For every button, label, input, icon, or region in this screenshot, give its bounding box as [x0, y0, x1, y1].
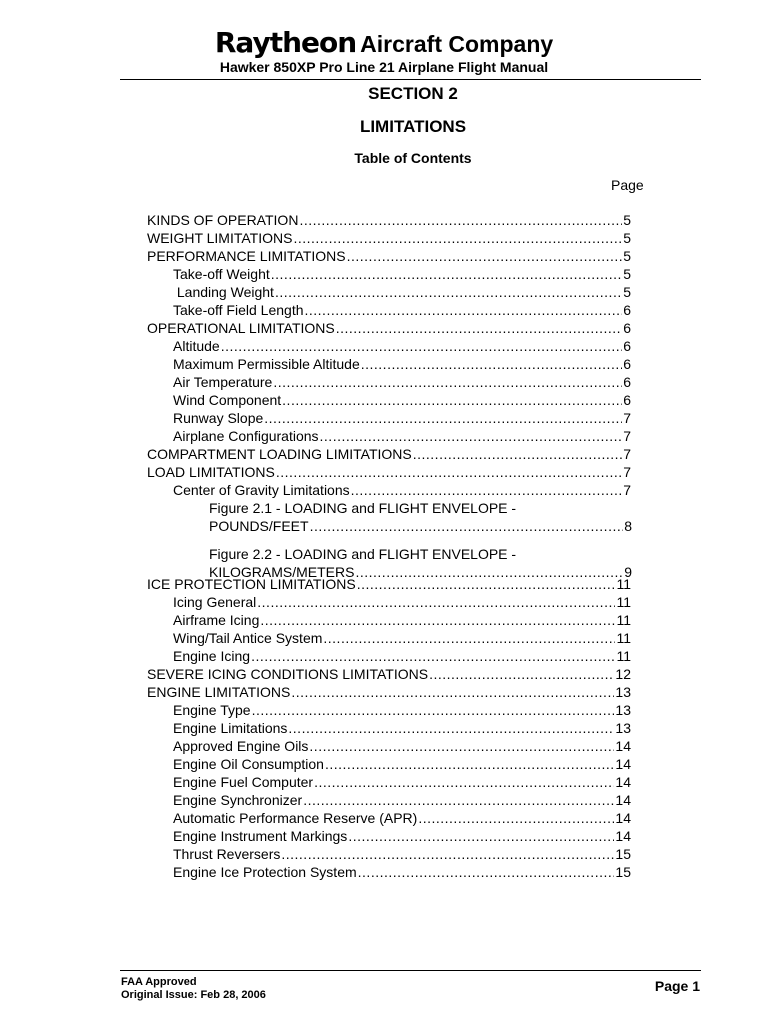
toc-leader-dots [320, 427, 623, 445]
toc-entry[interactable] [173, 755, 631, 773]
toc-entry-label: WEIGHT LIMITATIONS [147, 230, 293, 246]
toc-entry-page: 5 [623, 230, 631, 246]
raytheon-logo: Raytheon [214, 26, 357, 59]
toc-leader-dots [257, 593, 615, 611]
toc-leader-dots [282, 391, 622, 409]
toc-entry-page: 13 [615, 702, 631, 718]
toc-entry-page: 6 [623, 356, 631, 372]
manual-title: Hawker 850XP Pro Line 21 Airplane Flight Manual [219, 59, 549, 75]
toc-entry-page: 7 [623, 410, 631, 426]
toc-entry[interactable] [173, 737, 631, 755]
toc-entry[interactable] [173, 391, 631, 409]
toc-entry-page: 6 [623, 302, 631, 318]
toc-entry-page: 11 [616, 612, 631, 628]
toc-leader-dots [314, 773, 614, 791]
toc-entry[interactable] [173, 845, 631, 863]
footer-divider [120, 970, 701, 971]
toc-entry-label: SEVERE ICING CONDITIONS LIMITATIONS [147, 666, 429, 682]
toc-entry-label: POUNDS/FEET [209, 518, 309, 534]
toc-entry[interactable] [173, 283, 631, 301]
toc-entry-label-line1: Figure 2.1 - LOADING and FLIGHT ENVELOPE - [209, 500, 517, 516]
toc-entry-label-line1: Figure 2.2 - LOADING and FLIGHT ENVELOPE - [209, 546, 517, 562]
toc-entry-label: Engine Instrument Markings [173, 828, 348, 844]
toc-entry-page: 8 [624, 518, 632, 534]
toc-entry-label: Runway Slope [173, 410, 264, 426]
toc-entry[interactable] [147, 665, 631, 683]
toc-entry-label: PERFORMANCE LIMITATIONS [147, 248, 346, 264]
toc-entry-page: 13 [615, 684, 631, 700]
toc-leader-dots [281, 845, 614, 863]
toc-entry-page: 6 [623, 392, 631, 408]
toc-entry[interactable] [147, 319, 631, 337]
toc-entry[interactable] [147, 229, 631, 247]
toc-entry[interactable] [147, 463, 631, 481]
toc-entry[interactable] [173, 265, 631, 283]
toc-entry-label: Take-off Field Length [173, 302, 304, 318]
toc-entry-label: Airframe Icing [173, 612, 260, 628]
toc-leader-dots [299, 211, 622, 229]
page-column-heading: Page [611, 177, 644, 193]
toc-entry-page: 14 [615, 738, 631, 754]
toc-leader-dots [221, 337, 623, 355]
toc-entry-label: Wing/Tail Antice System [173, 630, 323, 646]
toc-entry[interactable] [173, 427, 631, 445]
toc-entry-page: 12 [615, 666, 631, 682]
toc-entry-label: ICE PROTECTION LIMITATIONS [147, 576, 356, 592]
page-number: Page 1 [654, 978, 700, 994]
toc-entry-label: Approved Engine Oils [173, 738, 309, 754]
toc-leader-dots [276, 463, 622, 481]
toc-entry-page: 9 [624, 564, 632, 580]
toc-leader-dots [357, 575, 616, 593]
toc-entry-label: Take-off Weight [173, 266, 270, 282]
toc-entry-label: ENGINE LIMITATIONS [147, 684, 291, 700]
toc-entry-page: 7 [623, 428, 631, 444]
toc-leader-dots [347, 247, 623, 265]
toc-entry-page: 14 [615, 756, 631, 772]
toc-entry-label: Engine Type [173, 702, 251, 718]
toc-entry[interactable] [173, 827, 631, 845]
toc-leader-dots [291, 683, 614, 701]
toc-entry-page: 5 [623, 266, 631, 282]
toc-entry-label: Thrust Reversers [173, 846, 281, 862]
toc-entry-label: OPERATIONAL LIMITATIONS [147, 320, 335, 336]
toc-entry[interactable] [173, 373, 631, 391]
toc-entry-page: 5 [623, 212, 631, 228]
toc-entry-page: 14 [615, 828, 631, 844]
toc-leader-dots [418, 809, 614, 827]
toc-title: Table of Contents [354, 150, 472, 166]
toc-leader-dots [323, 629, 615, 647]
toc-entry-page: 7 [623, 446, 631, 462]
toc-entry-page: 6 [623, 320, 631, 336]
toc-leader-dots [303, 791, 614, 809]
toc-entry-page: 5 [623, 248, 631, 264]
toc-entry-label: Center of Gravity Limitations [173, 482, 350, 498]
toc-entry-page: 13 [615, 720, 631, 736]
toc-entry-page: 15 [615, 864, 631, 880]
document-header [0, 26, 768, 59]
toc-entry[interactable] [173, 701, 631, 719]
toc-entry[interactable] [147, 445, 631, 463]
toc-entry-label: Engine Fuel Computer [173, 774, 314, 790]
toc-entry-page: 11 [616, 648, 631, 664]
toc-leader-dots [351, 481, 623, 499]
toc-entry-page: 11 [616, 630, 631, 646]
toc-entry-label: Engine Oil Consumption [173, 756, 324, 772]
toc-leader-dots [348, 827, 614, 845]
toc-leader-dots [325, 755, 614, 773]
toc-leader-dots [336, 319, 622, 337]
toc-entry-label: Engine Limitations [173, 720, 288, 736]
toc-leader-dots [293, 229, 622, 247]
toc-entry-label: Altitude [173, 338, 220, 354]
toc-entry[interactable] [173, 809, 631, 827]
toc-leader-dots [271, 265, 622, 283]
toc-entry[interactable] [173, 647, 631, 665]
toc-entry[interactable] [173, 791, 631, 809]
toc-entry-label: Airplane Configurations [173, 428, 319, 444]
toc-leader-dots [358, 863, 615, 881]
issue-date: Original Issue: Feb 28, 2006 [121, 989, 266, 1001]
toc-entry[interactable] [147, 211, 631, 229]
toc-entry-label: Automatic Performance Reserve (APR) [173, 810, 418, 826]
toc-entry[interactable] [209, 517, 632, 535]
toc-entry-page: 6 [623, 374, 631, 390]
toc-leader-dots [413, 445, 622, 463]
toc-entry[interactable] [173, 593, 631, 611]
toc-entry-page: 14 [615, 810, 631, 826]
toc-entry-page: 7 [623, 464, 631, 480]
toc-entry-page: 11 [616, 594, 631, 610]
toc-entry-label: Landing Weight [173, 284, 274, 300]
toc-entry-label: Air Temperature [173, 374, 273, 390]
toc-entry-label: Maximum Permissible Altitude [173, 356, 360, 372]
toc-leader-dots [252, 701, 615, 719]
toc-entry[interactable] [173, 409, 631, 427]
company-name: Aircraft Company [360, 31, 554, 57]
faa-approval-label: FAA Approved [121, 976, 197, 988]
toc-leader-dots [260, 611, 615, 629]
toc-entry-label: Engine Synchronizer [173, 792, 303, 808]
section-number: SECTION 2 [368, 84, 458, 103]
toc-entry-page: 14 [615, 774, 631, 790]
toc-leader-dots [305, 301, 623, 319]
toc-entry-page: 11 [616, 576, 631, 592]
toc-entry-label: COMPARTMENT LOADING LIMITATIONS [147, 446, 412, 462]
toc-leader-dots [264, 409, 622, 427]
toc-entry[interactable] [173, 629, 631, 647]
toc-entry-label: Wind Component [173, 392, 282, 408]
toc-entry-label: Engine Ice Protection System [173, 864, 357, 880]
toc-leader-dots [310, 517, 624, 535]
toc-leader-dots [361, 355, 622, 373]
toc-entry[interactable] [173, 481, 631, 499]
toc-leader-dots [251, 647, 615, 665]
toc-entry-label: Icing General [173, 594, 257, 610]
toc-entry[interactable] [147, 575, 631, 593]
toc-entry[interactable] [173, 611, 631, 629]
toc-entry[interactable] [147, 683, 631, 701]
toc-entry[interactable] [173, 773, 631, 791]
toc-entry-label: KILOGRAMS/METERS [209, 564, 355, 580]
toc-entry-page: 7 [623, 482, 631, 498]
toc-entry[interactable] [173, 355, 631, 373]
toc-entry[interactable] [173, 301, 631, 319]
toc-leader-dots [309, 737, 614, 755]
toc-entry[interactable] [173, 337, 631, 355]
toc-entry-page: 5 [623, 284, 631, 300]
toc-entry-label: KINDS OF OPERATION [147, 212, 299, 228]
toc-entry-page: 6 [623, 338, 631, 354]
toc-entry-label: Engine Icing [173, 648, 251, 664]
toc-leader-dots [275, 283, 622, 301]
toc-entry[interactable] [173, 863, 631, 881]
toc-entry-label: LOAD LIMITATIONS [147, 464, 275, 480]
toc-leader-dots [429, 665, 614, 683]
toc-entry-page: 14 [615, 792, 631, 808]
toc-entry[interactable] [147, 247, 631, 265]
header-divider [120, 79, 701, 80]
toc-leader-dots [273, 373, 622, 391]
toc-leader-dots [288, 719, 614, 737]
toc-entry-page: 15 [615, 846, 631, 862]
section-title: LIMITATIONS [359, 117, 467, 136]
toc-entry[interactable] [173, 719, 631, 737]
